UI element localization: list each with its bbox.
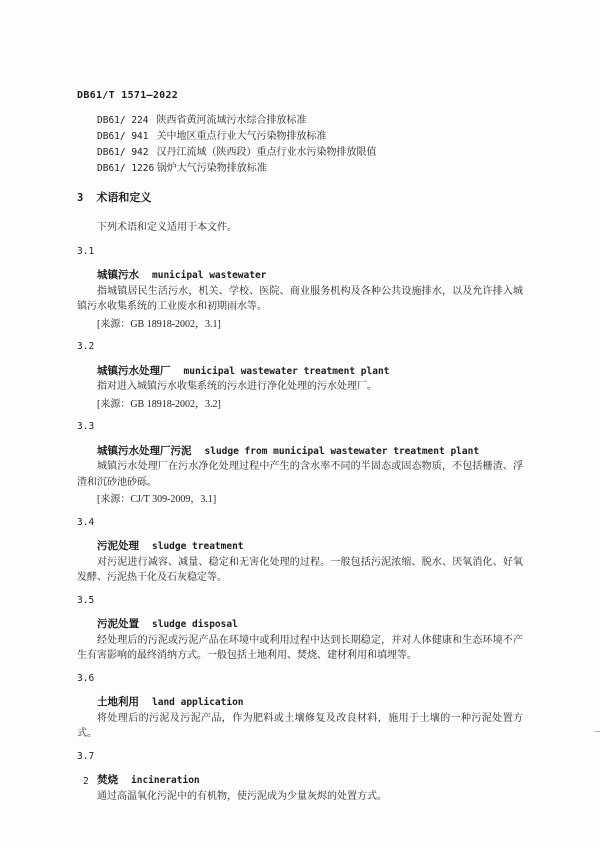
term-zh: 污泥处理 [97, 540, 139, 552]
reference-code: DB61/ 941 [97, 131, 149, 142]
term-en: sludge disposal [152, 619, 238, 630]
reference-title: 锅炉大气污染物排放标准 [156, 163, 267, 174]
reference-code: DB61/ 942 [97, 147, 149, 158]
term-en: incineration [131, 775, 200, 786]
term-number: 3.2 [77, 341, 95, 352]
term-en: municipal wastewater treatment plant [183, 365, 390, 377]
term-title [77, 693, 523, 711]
scan-artifact [595, 731, 600, 732]
reference-item [77, 113, 523, 129]
term-title [77, 771, 523, 789]
term-3-6 [77, 671, 523, 742]
term-source: [来源：CJ/T 309-2009，3.1] [97, 494, 217, 505]
term-3-3 [77, 419, 523, 508]
term-3-7 [77, 749, 523, 805]
section-intro: 下列术语和定义适用于本文件。 [97, 222, 237, 233]
term-number: 3.4 [77, 516, 95, 528]
term-3-5 [77, 593, 523, 664]
term-zh: 城镇污水处理厂 [97, 364, 171, 377]
reference-item [77, 161, 523, 177]
doc-code-header: DB61/T 1571—2022 [77, 90, 179, 101]
reference-item [77, 129, 523, 145]
term-title [77, 362, 523, 380]
reference-title: 关中地区重点行业大气污染物排放标准 [156, 131, 327, 142]
term-definition: 城镇污水处理厂在污水净化处理过程中产生的含水率不同的半固态或固态物质，不包括栅渣、浮渣和沉砂池砂砾。 [77, 461, 523, 488]
reference-title: 陕西省黄河流域污水综合排放标准 [156, 115, 307, 126]
reference-code: DB61/ 224 [97, 115, 149, 126]
term-definition: 指城镇居民生活污水，机关、学校、医院、商业服务机构及各种公共设施排水，以及允许排入城镇污水收集系统的工业废水和初期雨水等。 [77, 285, 523, 312]
term-definition: 将处理后的污泥及污泥产品，作为肥料或土壤修复及改良材料，施用于土壤的一种污泥处置方式。 [77, 712, 523, 739]
term-en: sludge treatment [152, 541, 244, 552]
term-zh: 土地利用 [97, 696, 139, 708]
term-definition: 指对进入城镇污水收集系统的污水进行净化处理的污水处理厂。 [97, 381, 377, 392]
term-zh: 城镇污水处理厂污泥 [97, 444, 192, 457]
reference-code: DB61/ 1226 [97, 163, 155, 174]
term-definition: 经处理后的污泥或污泥产品在环境中或利用过程中达到长期稳定，并对人体健康和生态环境不产生有害影响的最终消纳方式。一般包括土地利用、焚烧、建材利用和填埋等。 [77, 634, 523, 661]
term-3-1 [77, 244, 523, 333]
term-zh: 焚烧 [97, 774, 118, 786]
section-title: 术语和定义 [96, 191, 152, 204]
term-source: [来源：GB 18918-2002，3.1] [97, 318, 221, 330]
term-zh: 污泥处置 [97, 618, 139, 630]
term-zh: 城镇污水 [97, 269, 139, 281]
term-number: 3.6 [77, 672, 95, 684]
term-definition: 对污泥进行减容、减量、稳定和无害化处理的过程。一般包括污泥浓缩、脱水、厌氧消化、好氧发酵、污泥热干化及石灰稳定等。 [77, 556, 523, 583]
term-number: 3.7 [77, 750, 95, 762]
section-heading [77, 190, 523, 206]
term-title [77, 266, 523, 284]
term-3-2 [77, 339, 523, 412]
term-number: 3.1 [77, 245, 95, 257]
term-title [77, 442, 523, 460]
page-number: 2 [83, 776, 89, 787]
normative-references-list [77, 113, 523, 177]
reference-item [77, 145, 523, 161]
term-en: sludge from municipal wastewater treatment plant [204, 445, 480, 457]
term-source: [来源：GB 18918-2002，3.2] [97, 398, 221, 410]
term-definition: 通过高温氧化污泥中的有机物，使污泥成为少量灰烬的处置方式。 [97, 790, 387, 802]
term-number: 3.3 [77, 421, 95, 432]
term-title [77, 537, 523, 555]
term-3-4 [77, 515, 523, 586]
term-title [77, 615, 523, 633]
section-number: 3 [77, 192, 84, 204]
term-number: 3.5 [77, 594, 95, 606]
term-en: municipal wastewater [152, 270, 267, 281]
term-en: land application [152, 697, 244, 708]
reference-title: 汉丹江流域（陕西段）重点行业水污染物排放限值 [156, 147, 377, 158]
